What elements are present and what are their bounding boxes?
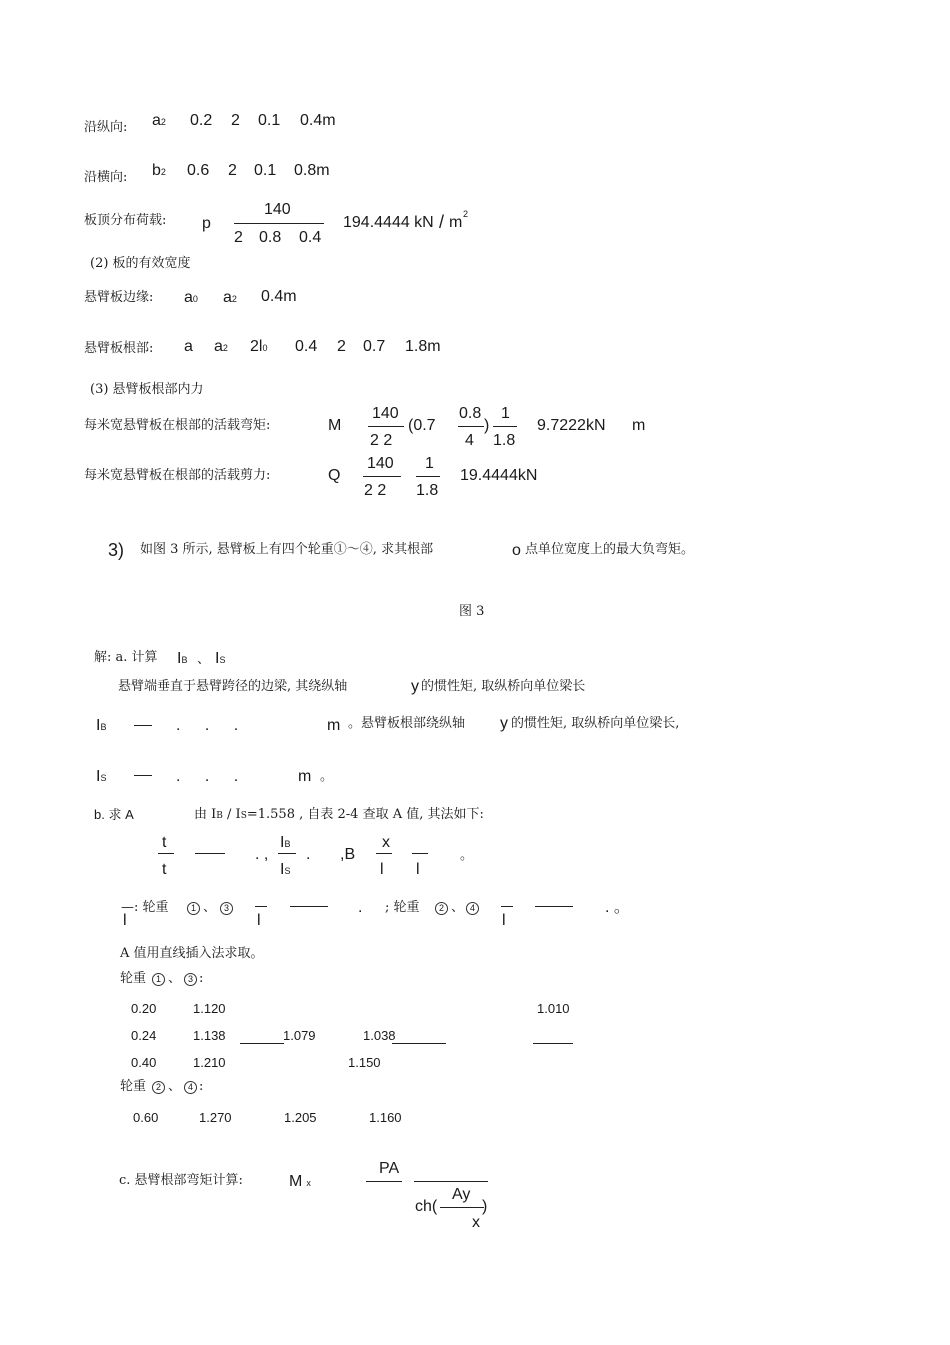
fraction-bar [278, 853, 296, 854]
var-a2: a2 [223, 289, 237, 306]
label-shear: 每米宽悬臂板在根部的活载剪力: [84, 468, 271, 483]
dot-period: . 。 [605, 899, 630, 916]
table-cell: 1.038 [363, 1028, 396, 1043]
fraction-denominator: x [472, 1214, 480, 1231]
table-cell: 1.205 [284, 1110, 317, 1125]
problem-text: 如图 3 所示, 悬臂板上有四个轮重①～④, 求其根部 [140, 542, 434, 557]
label-transverse: 沿横向: [84, 170, 128, 185]
dots: . , [255, 846, 269, 863]
heading-effective-width: (2) 板的有效宽度 [90, 256, 191, 271]
unit-m: m [632, 417, 646, 434]
fraction-denominator: l [416, 861, 420, 878]
circled-2-icon: 2 [152, 1080, 165, 1096]
underline [392, 1043, 446, 1044]
problem-text: 点单位宽度上的最大负弯矩。 [525, 542, 695, 557]
value: 0.1 [254, 162, 277, 179]
fraction-numerator: 0.8 [459, 405, 482, 422]
colon: : [199, 971, 204, 986]
fraction-denominator: 1.8 [416, 482, 439, 499]
fraction-numerator: 1 [501, 405, 510, 422]
table-cell: 0.24 [131, 1028, 157, 1043]
unit-m: m [298, 768, 312, 785]
solution-text: 悬臂端垂直于悬臂跨径的边梁, 其绕纵轴 [118, 679, 348, 694]
fraction-bar [414, 1181, 488, 1182]
fraction-numerator: t [162, 834, 167, 851]
var-Mx: Mx [289, 1173, 311, 1190]
paren-close: ) [484, 417, 490, 434]
fraction-denominator: 1.8 [493, 432, 516, 449]
table-cell: 0.40 [131, 1055, 157, 1070]
separator: 、 [451, 900, 465, 915]
fraction-bar [195, 853, 225, 854]
heading-root-forces: (3) 悬臂板根部内力 [90, 382, 204, 397]
solution-text: 的惯性矩, 取纵桥向单位梁长 [421, 679, 586, 694]
var-a2: a2 [214, 338, 228, 355]
solution-text: 。悬臂板根部绕纵轴 [348, 716, 466, 731]
fraction-denominator: 0.4 [299, 229, 322, 246]
value: 0.1 [258, 112, 281, 129]
value: 0.6 [187, 162, 210, 179]
result-shear: 19.4444kN [460, 467, 538, 484]
underline [240, 1043, 284, 1044]
fraction-bar [234, 223, 324, 224]
var-y: y [411, 678, 419, 695]
fraction-bar [363, 476, 401, 477]
circled-3-icon: 3 [184, 972, 197, 988]
table-cell: 1.120 [193, 1001, 226, 1016]
ch-open: ch( [415, 1198, 438, 1215]
var-a: a2 [152, 112, 166, 129]
solution-b-label: b. 求 A [94, 807, 134, 822]
fraction-bar [290, 906, 328, 907]
fraction-bar [416, 476, 440, 477]
result-moment: 9.7222kN [537, 417, 606, 434]
fraction-numerator: 140 [372, 405, 399, 422]
value: 1.8m [405, 338, 441, 355]
fraction-denominator: l [502, 912, 506, 929]
label-moment: 每米宽悬臂板在根部的活载弯矩: [84, 418, 271, 433]
label-longitudinal: 沿纵向: [84, 120, 128, 135]
period: 。 [320, 769, 334, 784]
fraction-bar [535, 906, 573, 907]
dot: . [358, 899, 363, 916]
table-cell: 0.60 [133, 1110, 159, 1125]
var-a0: a0 [184, 289, 198, 306]
paren-open: (0.7 [408, 417, 436, 434]
fraction-numerator: 140 [367, 455, 394, 472]
fraction-denominator: 2 2 [370, 432, 393, 449]
fraction-bar [134, 775, 152, 776]
solution-text: 由 IB / IS=1.558 , 自表 2-4 查取 A 值, 其法如下: [194, 807, 484, 822]
fraction-bar [366, 1181, 402, 1182]
var-IB: IB [280, 834, 291, 851]
circled-1-icon: 1 [152, 972, 165, 988]
fraction-denominator: l [123, 912, 127, 929]
fraction-denominator: 2 2 [364, 482, 387, 499]
circled-2-icon: 2 [435, 901, 448, 917]
interpolation-note: A 值用直线插入法求取。 [120, 946, 264, 961]
fraction-bar [158, 853, 174, 854]
fraction-denominator: l [380, 861, 384, 878]
circled-4-icon: 4 [466, 901, 479, 917]
fraction-bar [412, 853, 428, 854]
table-cell: 1.270 [199, 1110, 232, 1125]
var-a: a [184, 338, 193, 355]
table-cell: 1.210 [193, 1055, 226, 1070]
period: 。 [460, 848, 474, 863]
solution-text: 的惯性矩, 取纵桥向单位梁长, [511, 716, 680, 731]
var-IS: IS [280, 861, 291, 878]
var-y: y [500, 715, 508, 732]
ib-dots: . . . [176, 717, 249, 734]
figure-caption: 图 3 [459, 604, 485, 619]
table-cell: 1.150 [348, 1055, 381, 1070]
value: 0.2 [190, 112, 213, 129]
fraction-bar [134, 725, 152, 726]
value: 2 [228, 162, 237, 179]
fraction-numerator: x [382, 834, 390, 851]
value: 2 [231, 112, 240, 129]
fraction-denominator: l [257, 912, 261, 929]
fraction-denominator: 0.8 [259, 229, 282, 246]
table-cell: 1.160 [369, 1110, 402, 1125]
value: 0.4m [261, 288, 297, 305]
unit-m: m [449, 214, 463, 231]
solution-c-label: c. 悬臂根部弯矩计算: [119, 1173, 243, 1188]
fraction-bar [368, 426, 404, 427]
fraction-bar [255, 906, 267, 907]
value: 2 [337, 338, 346, 355]
solution-a-label: 解: a. 计算 [94, 650, 158, 665]
label-distributed-load: 板顶分布荷载: [84, 213, 167, 228]
separator: 、 [168, 1079, 182, 1094]
ch-close: ) [482, 1198, 488, 1215]
fraction-denominator: 4 [465, 432, 474, 449]
colon: : [199, 1079, 204, 1094]
wheel-13-label: 轮重 [120, 971, 147, 986]
fraction-denominator: 2 [234, 229, 243, 246]
unit-slash: / [439, 212, 445, 232]
value: 0.4m [300, 112, 336, 129]
result-load: 194.4444 kN [343, 214, 434, 231]
var-2l0: 2l0 [250, 338, 268, 355]
separator: 、 [197, 652, 211, 667]
fraction-bar [376, 853, 392, 854]
fraction-bar [458, 426, 484, 427]
is-dots: . . . [176, 768, 249, 785]
var-IS: IS [215, 650, 226, 667]
point-o: o [512, 542, 521, 559]
value: 0.8m [294, 162, 330, 179]
table-cell: 1.010 [537, 1001, 570, 1016]
fraction-bar [440, 1207, 484, 1208]
wheel-row-label: ; 轮重 [385, 900, 420, 915]
dot: . [306, 846, 311, 863]
fraction-numerator: 1 [425, 455, 434, 472]
circled-1-icon: 1 [187, 901, 200, 917]
fraction-numerator: PA [379, 1160, 400, 1177]
fraction-numerator: Ay [452, 1186, 471, 1203]
unit-sup: 2 [463, 209, 469, 219]
table-cell: 0.20 [131, 1001, 157, 1016]
underline [533, 1043, 573, 1044]
problem-number: 3) [108, 540, 125, 560]
fraction-numerator: 140 [264, 201, 291, 218]
var-Q: Q [328, 467, 341, 484]
label-edge: 悬臂板边缘: [84, 290, 154, 305]
separator: 、 [203, 900, 217, 915]
circled-4-icon: 4 [184, 1080, 197, 1096]
var-IS: IS [96, 768, 107, 785]
table-cell: 1.079 [283, 1028, 316, 1043]
var-p: p [202, 215, 211, 232]
fraction-bar [501, 906, 513, 907]
value: 0.7 [363, 338, 386, 355]
label-root: 悬臂板根部: [84, 341, 154, 356]
wheel-24-label: 轮重 [120, 1079, 147, 1094]
fraction-bar [493, 426, 517, 427]
var-B: ,B [340, 846, 356, 863]
unit-m: m [327, 717, 341, 734]
separator: 、 [168, 971, 182, 986]
var-b: b2 [152, 162, 166, 179]
var-IB: IB [96, 717, 107, 734]
table-cell: 1.138 [193, 1028, 226, 1043]
var-IB: IB [177, 650, 188, 667]
value: 0.4 [295, 338, 318, 355]
fraction-denominator: t [162, 861, 167, 878]
circled-3-icon: 3 [220, 901, 233, 917]
wheel-row-label: —: 轮重 [121, 900, 169, 915]
var-M: M [328, 417, 342, 434]
